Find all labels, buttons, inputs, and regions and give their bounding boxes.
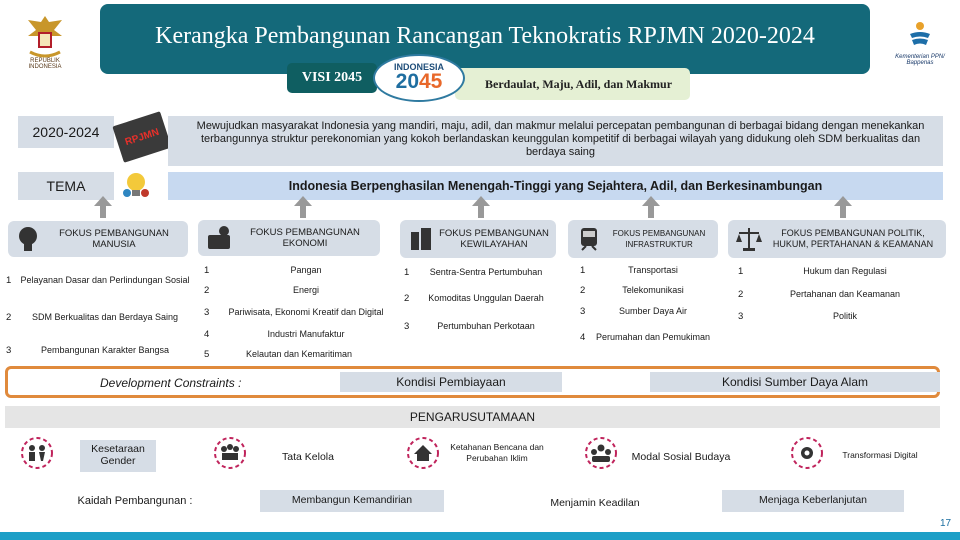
focus-manusia-list <box>6 262 190 364</box>
focus-manusia-title: FOKUS PEMBANGUNAN MANUSIA <box>59 228 169 250</box>
item-text: Hukum dan Regulasi <box>803 265 887 276</box>
item-number: 1 <box>738 265 744 277</box>
focus-ekonomi-header <box>198 220 380 256</box>
bottom-accent-bar <box>0 532 960 540</box>
item-number: 3 <box>404 320 410 332</box>
item-number: 1 <box>204 264 210 276</box>
list-item <box>580 260 712 280</box>
mainstreaming-title: PENGARUSUTAMAAN <box>5 406 940 428</box>
human-head-icon <box>14 224 44 254</box>
mainstreaming-social-capital: Modal Sosial Budaya <box>631 451 731 463</box>
logo-year-b: 45 <box>419 70 443 93</box>
page-number: 17 <box>940 518 952 529</box>
list-item <box>738 306 938 326</box>
arrow-up-icon <box>834 196 852 218</box>
focus-kewilayahan-list <box>404 260 554 340</box>
item-text: Sentra-Sentra Pertumbuhan <box>429 266 543 277</box>
garuda-emblem-icon <box>22 12 68 62</box>
focus-ekonomi-title: FOKUS PEMBANGUNAN EKONOMI <box>250 227 360 249</box>
garuda-label: REPUBLIK INDONESIA <box>28 58 62 70</box>
item-text: Telekomunikasi <box>622 284 684 295</box>
list-item <box>6 336 190 364</box>
list-item <box>580 280 712 300</box>
rpjmn-book-label: RPJMN <box>123 126 161 148</box>
logo-top-text: INDONESIA <box>393 62 444 72</box>
governance-people-icon <box>213 436 247 470</box>
item-number: 3 <box>6 344 12 356</box>
city-building-icon <box>406 224 436 254</box>
scales-justice-icon <box>734 224 764 254</box>
item-text: Pangan <box>290 264 322 275</box>
item-number: 2 <box>404 292 410 304</box>
focus-kewilayahan-title: FOKUS PEMBANGUNAN KEWILAYAHAN <box>439 228 549 250</box>
rpjmn-book-icon <box>112 111 171 163</box>
item-number: 5 <box>204 348 210 360</box>
list-item <box>6 298 190 336</box>
bappenas-logo-icon <box>906 20 934 50</box>
focus-politik-title: FOKUS PEMBANGUNAN POLITIK, HUKUM, PERTAHANAN & KEAMANAN <box>772 228 934 249</box>
item-number: 3 <box>204 306 210 318</box>
list-item <box>6 262 190 298</box>
tema-label: TEMA <box>18 172 114 200</box>
focus-infrastruktur-title: FOKUS PEMBANGUNAN INFRASTRUKTUR <box>612 229 706 249</box>
item-text: Pertahanan dan Keamanan <box>789 288 901 299</box>
item-number: 3 <box>738 310 744 322</box>
mainstreaming-digital: Transformasi Digital <box>842 450 918 460</box>
focus-infrastruktur-list <box>580 260 712 352</box>
item-number: 2 <box>6 311 12 323</box>
item-number: 4 <box>580 331 586 343</box>
rpjmn-mission: Mewujudkan masyarakat Indonesia yang mandiri, maju, adil, dan makmur melalui percepatan pembangunan di berbagai bidang dengan menekankan terbangunnya struktur perekonomian yang kokoh berlandaskan keunggulan kompetitif di berbagai wilayah yang didukung oleh SDM berkualitas dan berdaya saing <box>168 116 943 166</box>
principle-justice: Menjamin Keadilan <box>550 497 640 509</box>
list-item <box>204 324 394 344</box>
tema-lightbulb-icon <box>120 169 152 201</box>
focus-infrastruktur-header <box>568 220 718 258</box>
mainstreaming-governance: Tata Kelola <box>282 451 334 463</box>
focus-politik-list <box>738 260 938 326</box>
constraint-natural-resources: Kondisi Sumber Daya Alam <box>650 372 940 392</box>
disaster-resilience-icon <box>406 436 440 470</box>
digital-transformation-icon <box>790 436 824 470</box>
mainstreaming-gender: Kesetaraan Gender <box>80 440 156 472</box>
visi-tagline-text: Berdaulat, Maju, Adil, dan Makmur <box>485 76 673 91</box>
arrow-up-icon <box>294 196 312 218</box>
list-item <box>738 282 938 306</box>
constraints-label: Development Constraints : <box>100 376 242 390</box>
tema-description: Indonesia Berpenghasilan Menengah-Tinggi yang Sejahtera, Adil, dan Berkesinambungan <box>168 172 943 200</box>
item-number: 2 <box>738 288 744 300</box>
arrow-up-icon <box>94 196 112 218</box>
indonesia-2045-logo <box>373 54 465 102</box>
item-number: 1 <box>404 266 410 278</box>
social-culture-icon <box>584 436 618 470</box>
principles-label: Kaidah Pembangunan : <box>77 495 193 507</box>
money-hand-icon <box>204 223 234 253</box>
visi-tagline <box>455 68 690 100</box>
item-text: SDM Berkualitas dan Berdaya Saing <box>31 311 179 322</box>
item-text: Industri Manufaktur <box>267 328 345 339</box>
rpjmn-period: 2020-2024 <box>18 116 114 148</box>
logo-year-a: 20 <box>395 70 419 93</box>
gender-equality-icon <box>20 436 54 470</box>
arrow-up-icon <box>472 196 490 218</box>
focus-ekonomi-list <box>204 260 394 364</box>
list-item <box>580 322 712 352</box>
item-text: Komoditas Unggulan Daerah <box>428 292 544 303</box>
item-text: Energi <box>292 284 319 295</box>
list-item <box>404 284 554 312</box>
list-item <box>204 344 394 364</box>
item-number: 3 <box>580 305 586 317</box>
item-text: Perumahan dan Pemukiman <box>595 331 711 342</box>
focus-kewilayahan-header <box>400 220 556 258</box>
focus-manusia-header <box>8 221 188 257</box>
principle-independence: Membangun Kemandirian <box>260 490 444 512</box>
focus-politik-header <box>728 220 946 258</box>
logo-year <box>375 72 463 92</box>
arrow-up-icon <box>642 196 660 218</box>
train-icon <box>574 224 604 254</box>
list-item <box>204 260 394 280</box>
list-item <box>404 260 554 284</box>
constraint-financing: Kondisi Pembiayaan <box>340 372 562 392</box>
item-number: 1 <box>6 274 12 286</box>
item-number: 4 <box>204 328 210 340</box>
item-text: Kelautan dan Kemaritiman <box>246 348 353 359</box>
item-text: Transportasi <box>628 264 678 275</box>
item-text: Sumber Daya Air <box>618 305 688 316</box>
bappenas-label: Kementerian PPN/ Bappenas <box>895 54 945 66</box>
visi-label: VISI 2045 <box>287 63 377 93</box>
item-text: Pariwisata, Ekonomi Kreatif dan Digital <box>228 306 384 317</box>
list-item <box>738 260 938 282</box>
item-number: 2 <box>204 284 210 296</box>
list-item <box>580 300 712 322</box>
page-title: Kerangka Pembangunan Rancangan Teknokratis RPJMN 2020-2024 <box>100 4 870 74</box>
item-text: Pelayanan Dasar dan Perlindungan Sosial <box>20 274 190 285</box>
list-item <box>204 280 394 300</box>
list-item <box>204 300 394 324</box>
item-text: Pembangunan Karakter Bangsa <box>40 344 170 355</box>
item-text: Pertumbuhan Perkotaan <box>437 320 535 331</box>
item-text: Politik <box>832 310 857 321</box>
list-item <box>404 312 554 340</box>
mainstreaming-disaster: Ketahanan Bencana dan Perubahan Iklim <box>450 442 544 463</box>
principle-sustainability: Menjaga Keberlanjutan <box>722 490 904 512</box>
item-number: 2 <box>580 284 586 296</box>
item-number: 1 <box>580 264 586 276</box>
